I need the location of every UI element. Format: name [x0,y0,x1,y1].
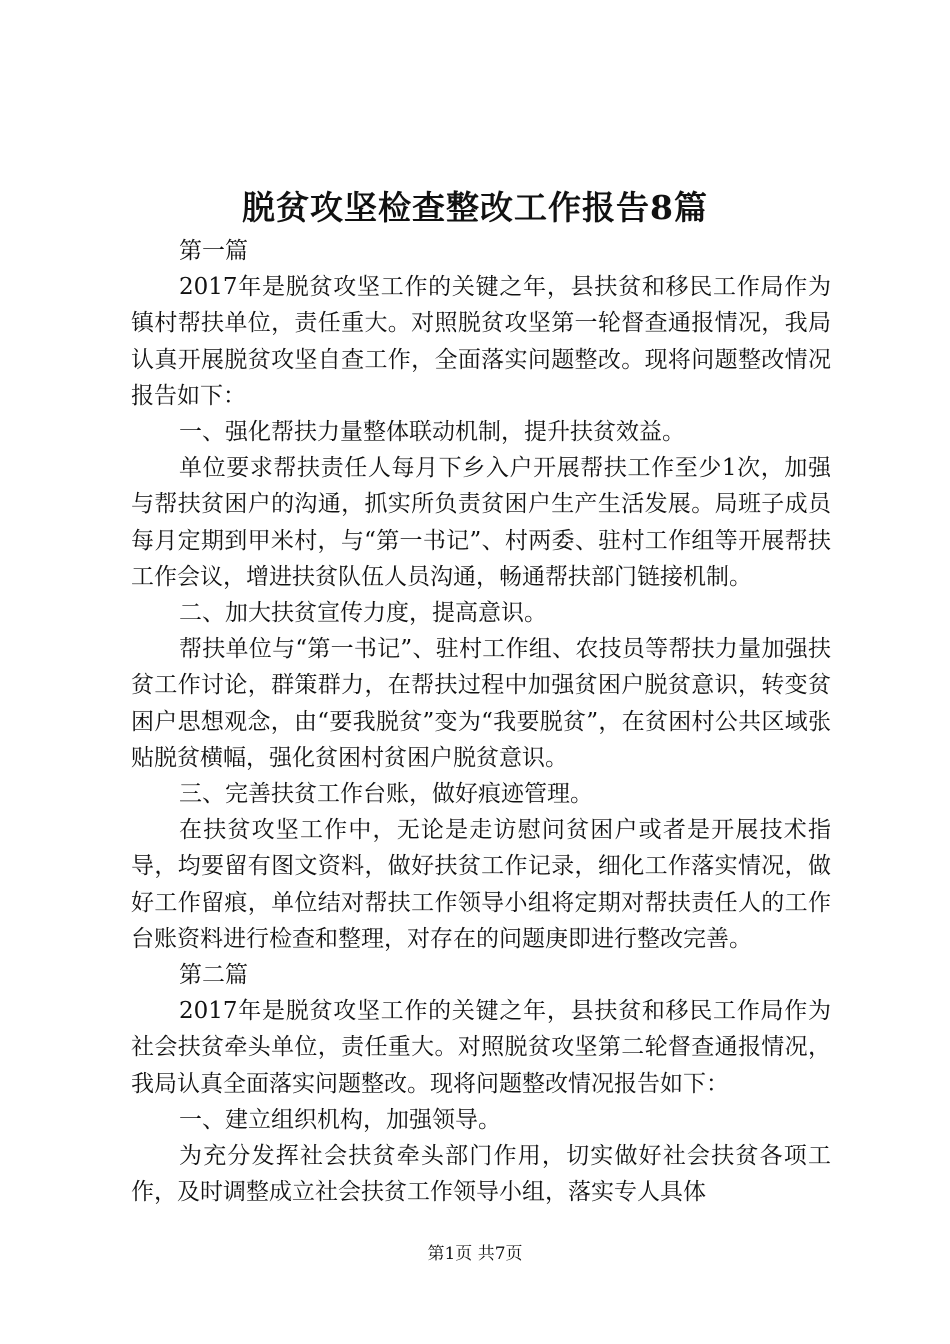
subheading: 三、完善扶贫工作台账，做好痕迹管理。 [179,781,593,808]
subheading: 一、建立组织机构，加强领导。 [179,1106,501,1133]
paragraph: 帮扶单位与“第一书记”、驻村工作组、农技员等帮扶力量加强扶贫工作讨论，群策群力，在帮扶过程中加强贫困户脱贫意识，转变贫困户思想观念，由“要我脱贫”变为“我要脱贫”，在贫困村公共区域张贴脱贫横幅，强化贫困村贫困户脱贫意识。 [131,636,831,771]
section-heading-1: 第一篇 [179,238,248,264]
subheading: 二、加大扶贫宣传力度，提高意识。 [179,600,547,627]
document-body [131,233,831,1210]
section-heading-2: 第二篇 [179,962,248,989]
document-title: 脱贫攻坚检查整改工作报告8篇 [242,188,708,227]
page-footer: 第1页 共7页 [427,1244,523,1264]
paragraph: 2017年是脱贫攻坚工作的关键之年，县扶贫和移民工作局作为社会扶贫牵头单位，责任重大。对照脱贫攻坚第二轮督查通报情况，我局认真全面落实问题整改。现将问题整改情况报告如下： [131,998,831,1097]
paragraph: 单位要求帮扶责任人每月下乡入户开展帮扶工作至少1次，加强与帮扶贫困户的沟通，抓实所负责贫困户生产生活发展。局班子成员每月定期到甲米村，与“第一书记”、村两委、驻村工作组等开展帮扶工作会议，增进扶贫队伍人员沟通，畅通帮扶部门链接机制。 [131,455,831,590]
paragraph: 为充分发挥社会扶贫牵头部门作用，切实做好社会扶贫各项工作，及时调整成立社会扶贫工作领导小组，落实专人具体 [131,1143,831,1206]
paragraph: 在扶贫攻坚工作中，无论是走访慰问贫困户或者是开展技术指导，均要留有图文资料，做好扶贫工作记录，细化工作落实情况，做好工作留痕，单位结对帮扶工作领导小组将定期对帮扶责任人的工作台账资料进行检查和整理，对存在的问题庚即进行整改完善。 [131,817,831,952]
subheading: 一、强化帮扶力量整体联动机制，提升扶贫效益。 [179,419,685,446]
paragraph: 2017年是脱贫攻坚工作的关键之年，县扶贫和移民工作局作为镇村帮扶单位，责任重大。对照脱贫攻坚第一轮督查通报情况，我局认真开展脱贫攻坚自查工作，全面落实问题整改。现将问题整改情况报告如下： [131,274,831,409]
